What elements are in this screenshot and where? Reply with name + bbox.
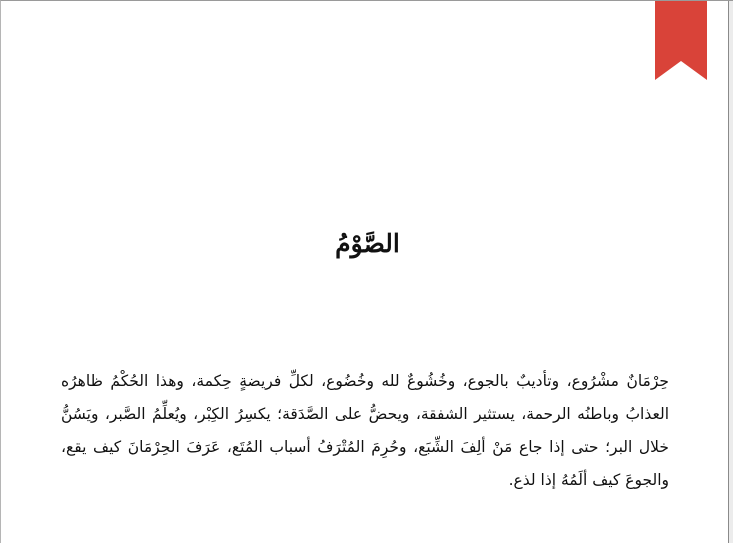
bookmark-ribbon-icon[interactable] [655,1,707,80]
body-paragraph: حِرْمَانٌ مشْرُوع، وتأديبٌ بالجوع، وخُشُوعٌ لله وخُضُوع، لكلِّ فريضةٍ حِكمة، وهذا الحُكْمُ ظاهرُه العذابُ وباطنُه الرحمة، يستثير الشفقة، ويحضُّ على الصَّدَقة؛ يكسِرُ الكِبْر، ويُعلِّمُ الصَّبر، ويَسُنُّ خلال البر؛ حتى إذا جاع مَنْ ألِفَ الشِّبَع، وحُرِمَ المُتْرَفُ أسباب المُتَع، عَرَفَ الحِرْمَانَ كيف يقع، والجوعَ كيف ألَمُهُ إذا لذع. [61,372,669,489]
bookmark-ribbon-shape [655,1,707,80]
page-edge-shadow [729,1,733,543]
page-title: الصَّوْمُ [335,229,400,258]
